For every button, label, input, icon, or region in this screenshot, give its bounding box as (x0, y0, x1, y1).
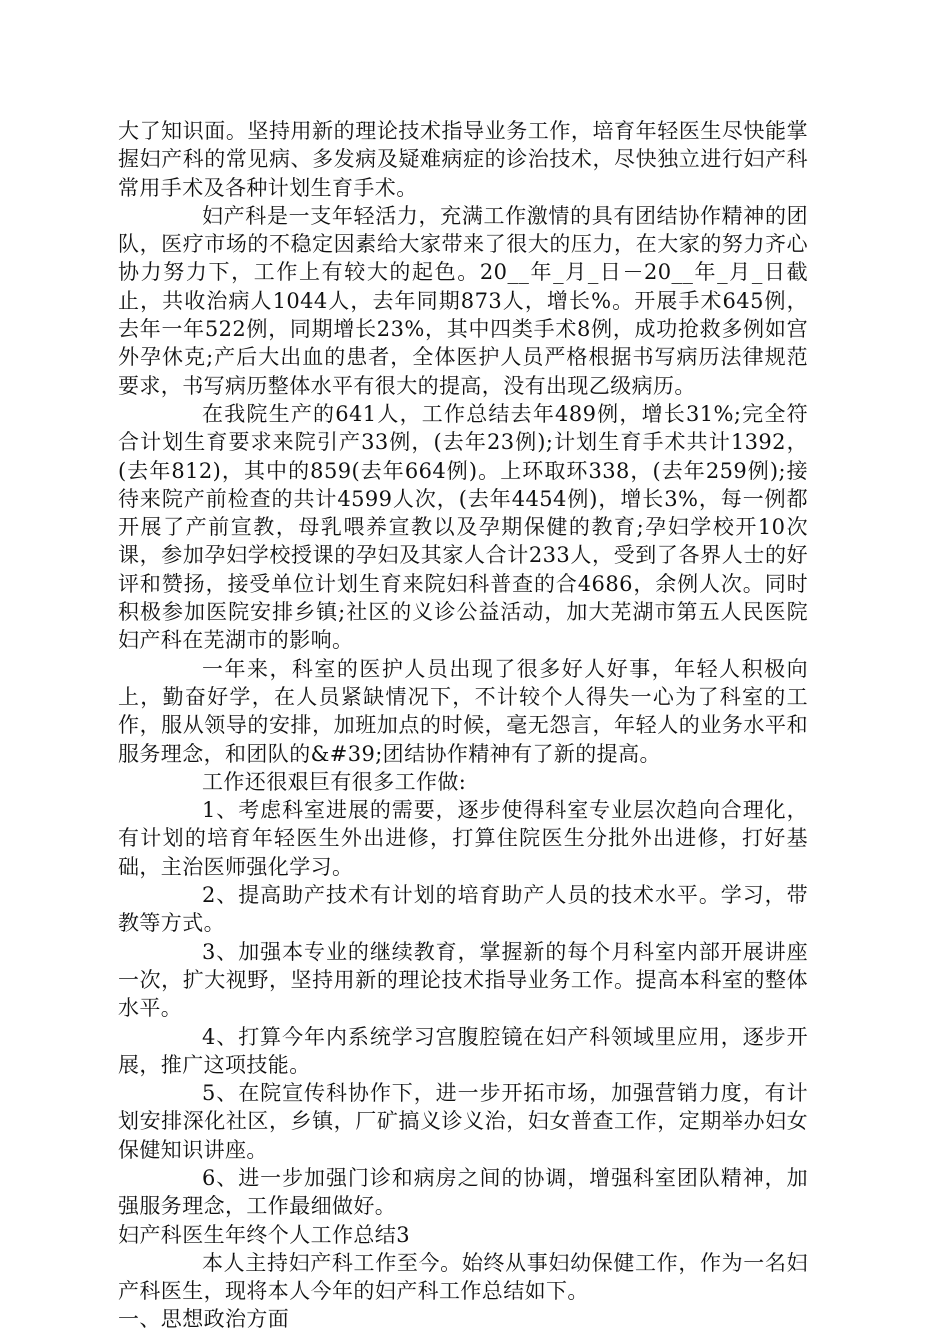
list-item-4: 4、打算今年内系统学习宫腹腔镜在妇产科领域里应用，逐步开展，推广这项技能。 (118, 1024, 808, 1077)
list-item-2: 2、提高助产技术有计划的培育助产人员的技术水平。学习，带教等方式。 (118, 883, 808, 936)
section-title: 妇产科医生年终个人工作总结3 (118, 1222, 410, 1247)
subsection-heading: 一、思想政治方面 (118, 1307, 290, 1332)
paragraph-staff-conduct: 一年来，科室的医护人员出现了很多好人好事，年轻人积极向上，勤奋好学，在人员紧缺情况下，不计较个人得失一心为了科室的工作，服从领导的安排，加班加点的时候，毫无怨言，年轻人的业务水平和服务理念，和团队的&#39;团结协作精神有了新的提高。 (118, 656, 808, 766)
paragraph-team-overview: 妇产科是一支年轻活力，充满工作激情的具有团结协作精神的团队，医疗市场的不稳定因素给大家带来了很大的压力，在大家的努力齐心协力努力下，工作上有较大的起色。20__年_月_日－20__年_月_日截止，共收治病人1044人，去年同期873人，增长%。开展手术645例，去年一年522例，同期增长23%，其中四类手术8例，成功抢救多例如宫外孕休克;产后大出血的患者，全体医护人员严格根据书写病历法律规范要求，书写病历整体水平有很大的提高，没有出现乙级病历。 (118, 203, 808, 398)
list-item-6: 6、进一步加强门诊和病房之间的协调，增强科室团队精神，加强服务理念，工作最细做好。 (118, 1165, 808, 1219)
list-item-1: 1、考虑科室进展的需要，逐步使得科室专业层次趋向合理化，有计划的培育年轻医生外出进修，打算住院医生分批外出进修，打好基础，主治医师强化学习。 (118, 798, 808, 879)
list-item-5: 5、在院宣传科协作下，进一步开拓市场，加强营销力度，有计划安排深化社区，乡镇，厂矿搞义诊义治，妇女普查工作，定期举办妇女保健知识讲座。 (118, 1081, 808, 1162)
list-item-3: 3、加强本专业的继续教育，掌握新的每个月科室内部开展讲座一次，扩大视野，坚持用新的理论技术指导业务工作。提高本科室的整体水平。 (118, 939, 808, 1021)
paragraph-intro: 本人主持妇产科工作至今。始终从事妇幼保健工作，作为一名妇产科医生，现将本人今年的妇产科工作总结如下。 (118, 1250, 808, 1304)
paragraph-birth-statistics: 在我院生产的641人，工作总结去年489例，增长31%;完全符合计划生育要求来院引产33例，(去年23例);计划生育手术共计1392，(去年812)，其中的859(去年664例)。上环取环338，(去年259例);接待来院产前检查的共计4599人次，(去年4454例)，增长3%，每一例都开展了产前宣教，母乳喂养宣教以及孕期保健的教育;孕妇学校开10次课，参加孕妇学校授课的孕妇及其家人合计233人，受到了各界人士的好评和赞扬，接受单位计划生育来院妇科普查的合4686，余例人次。同时积极参加医院安排乡镇;社区的义诊公益活动，加大芜湖市第五人民医院妇产科在芜湖市的影响。 (118, 401, 808, 653)
paragraph-remaining-work: 工作还很艰巨有很多工作做: (202, 769, 467, 794)
paragraph-continuation: 大了知识面。坚持用新的理论技术指导业务工作，培育年轻医生尽快能掌握妇产科的常见病、多发病及疑难病症的诊治技术，尽快独立进行妇产科常用手术及各种计划生育手术。 (118, 119, 808, 200)
document-body (118, 117, 808, 1334)
